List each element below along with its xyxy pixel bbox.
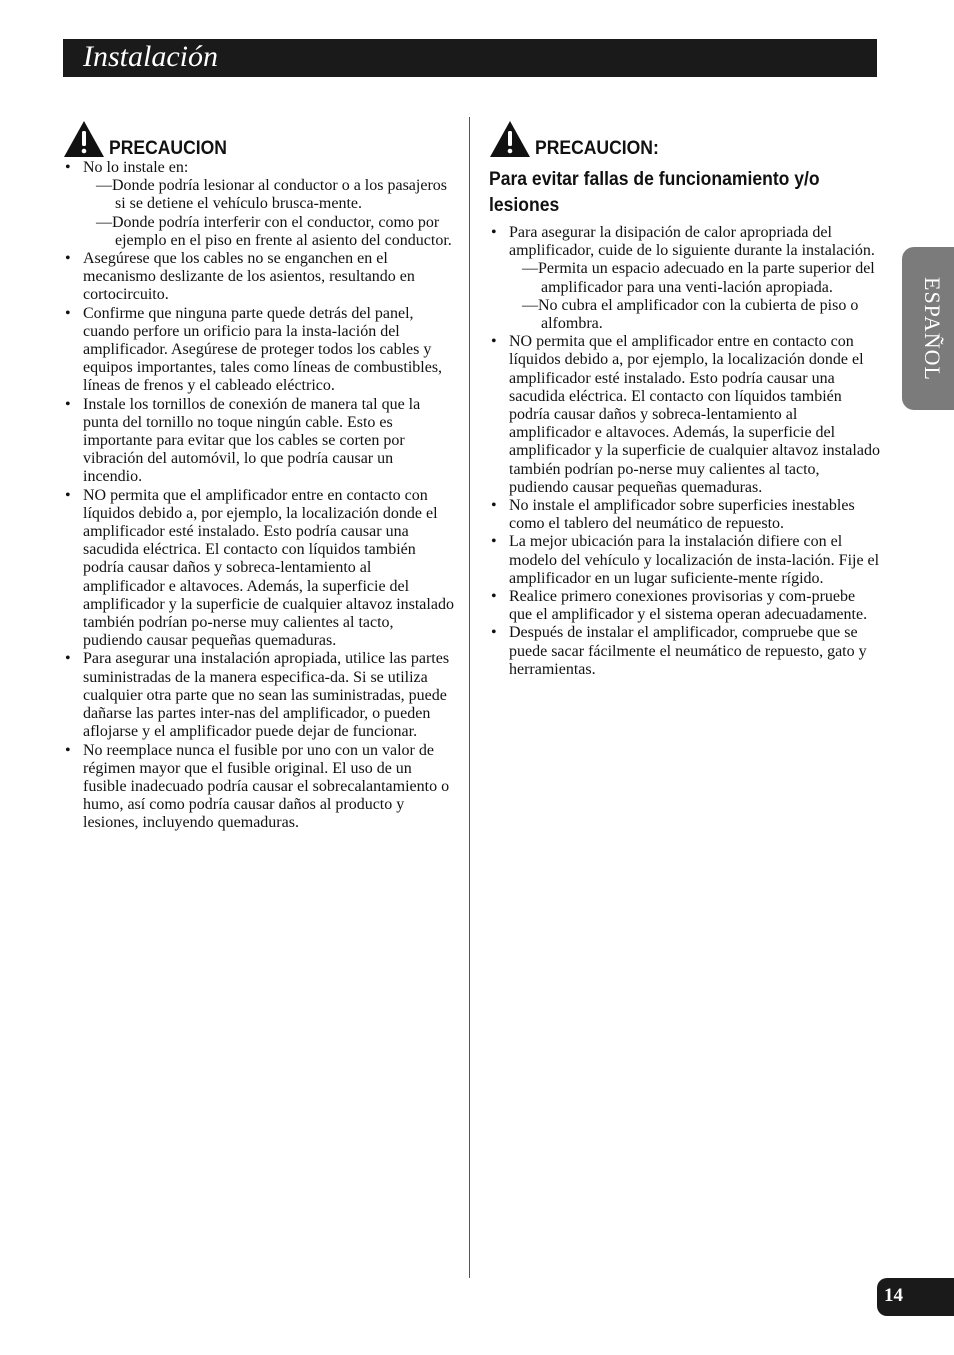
item-text: • La mejor ubicación para la instalación difiere con el modelo del vehículo y localización de insta-lación. Fije el amplificador en un lugar suficiente-mente rígido. xyxy=(509,533,880,587)
warning-icon xyxy=(489,120,531,158)
list-item xyxy=(489,533,881,588)
page-number-box xyxy=(877,1278,954,1316)
item-text: • No lo instale en: xyxy=(83,159,189,176)
item-text: • Para asegurar una instalación apropiada, utilice las partes suministradas de la manera especifica-da. Si se utiliza cualquier otra parte que no sean las suministradas, puede dañarse las partes inter-nas del amplificador, o pueden aflojarse y el amplificador puede dejar de funcionar. xyxy=(83,650,450,741)
column-divider xyxy=(469,117,470,1278)
caution-list xyxy=(489,224,881,679)
sub-item: —Donde podría interferir con el conductor, como por ejemplo en el piso en frente al asiento del conductor. xyxy=(96,213,452,249)
caution-label: PRECAUCION: xyxy=(535,137,659,159)
list-item xyxy=(63,742,455,833)
sub-item: —Permita un espacio adecuado en la parte superior del amplificador para una venti-lación apropiada. xyxy=(522,260,875,296)
item-text: • Asegúrese que los cables no se enganchen en el mecanismo deslizante de los asientos, resultando en cortocircuito. xyxy=(83,250,415,304)
item-text: • NO permita que el amplificador entre en contacto con líquidos debido a, por ejemplo, la localización donde el amplificador esté instalado. Esto podría causar una sacudida eléctrica. El contacto con líquidos también podría causar daños y sobreca-lentamiento al amplificador e altavoces. Además, la superficie del amplificador y la superficie de cualquier altavoz instalado también podrían po-nerse muy calientes al tacto, pudiendo causar pequeñas quemaduras. xyxy=(83,486,454,650)
list-item xyxy=(63,159,455,250)
item-text: • Para asegurar la disipación de calor apropriada del amplificador, cuide de lo siguiente durante la instalación. xyxy=(509,224,875,260)
warning-icon xyxy=(63,120,105,158)
page-title: Instalación xyxy=(83,40,218,73)
item-text: • Confirme que ninguna parte quede detrás del panel, cuando perfore un orificio para la insta-lación del amplificador. Asegúrese de proteger todos los cables y equipos importantes, tales como líneas de combustibles, líneas de frenos y el cableado eléctrico. xyxy=(83,304,443,395)
list-item xyxy=(63,250,455,305)
list-item xyxy=(63,650,455,741)
item-text: • Realice primero conexiones provisorias y com-pruebe que el amplificador y el sistema operan adecuadamente. xyxy=(509,588,868,624)
right-column xyxy=(489,118,881,679)
list-item xyxy=(489,333,881,497)
list-item xyxy=(63,396,455,487)
left-column xyxy=(63,118,455,833)
item-text: • Instale los tornillos de conexión de manera tal que la punta del tornillo no toque ningún cable. Esto es importante para evitar que los cables se corten por vibración del automóvil, lo que podría causar un incendio. xyxy=(83,395,421,486)
section-subheading: Para evitar fallas de funcionamiento y/o lesiones xyxy=(489,168,820,216)
language-tab-label: ESPAÑOL xyxy=(920,276,945,381)
list-item xyxy=(489,624,881,679)
item-text: • NO permita que el amplificador entre en contacto con líquidos debido a, por ejemplo, la localización donde el amplificador esté instalado. Esto podría causar una sacudida eléctrica. El contacto con líquidos también podría causar daños y sobreca-lentamiento al amplificador e altavoces. Además, la superficie del amplificador y la superficie de cualquier altavoz instalado también podrían po-nerse muy calientes al tacto, pudiendo causar pequeñas quemaduras. xyxy=(509,333,880,496)
page-number: 14 xyxy=(884,1285,903,1306)
item-text: • No reemplace nunca el fusible por uno con un valor de régimen mayor que el fusible original. El uso de un fusible inadecuado podría causar el sobrecalantamiento o humo, así como podría causar daños al producto y lesiones, incluyendo quemaduras. xyxy=(83,741,450,832)
list-item xyxy=(63,487,455,651)
list-item xyxy=(63,305,455,396)
list-item xyxy=(489,224,881,333)
sub-item: —Donde podría lesionar al conductor o a los pasajeros si se detiene el vehículo brusca-mente. xyxy=(96,177,448,213)
caution-heading xyxy=(63,118,455,158)
caution-heading xyxy=(489,118,881,158)
item-text: • No instale el amplificador sobre superficies inestables como el tablero del neumático de repuesto. xyxy=(509,497,855,533)
item-text: • Después de instalar el amplificador, compruebe que se puede sacar fácilmente el neumático de repuesto, gato y herramientas. xyxy=(509,624,867,678)
list-item xyxy=(489,497,881,533)
list-item xyxy=(489,588,881,624)
language-tab xyxy=(902,247,954,410)
header-bar xyxy=(63,39,877,77)
caution-label: PRECAUCION xyxy=(109,137,227,159)
sub-item: —No cubra el amplificador con la cubierta de piso o alfombra. xyxy=(522,296,859,333)
caution-list xyxy=(63,159,455,833)
